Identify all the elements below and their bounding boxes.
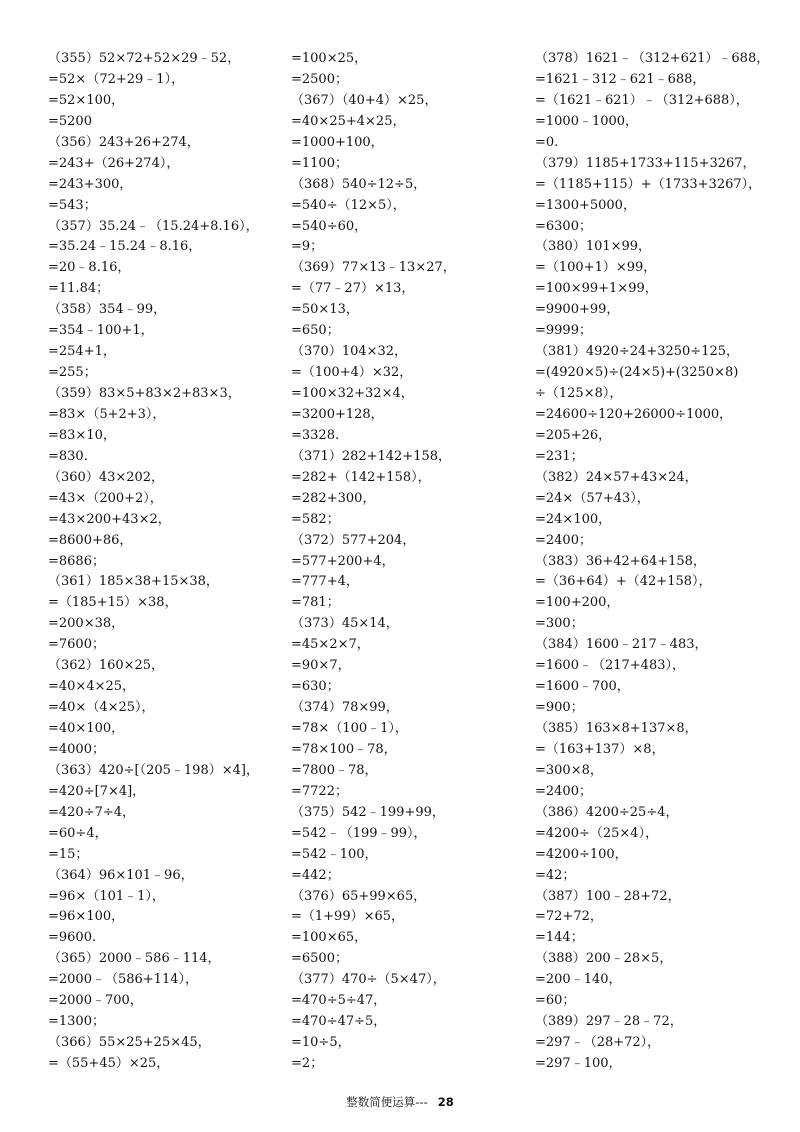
calc-line: =（55+45）×25，: [48, 1056, 170, 1071]
calc-line: （358）354﹣99，: [48, 302, 167, 318]
calc-line: =7600；: [48, 637, 105, 653]
calc-line: （383）36+42+64+158，: [535, 553, 706, 569]
calc-line: （370）104×32，: [291, 344, 408, 360]
calc-line: =297﹣100，: [535, 1056, 622, 1071]
calc-line: =24×（57+43），: [535, 490, 650, 506]
calc-line: （361）185×38+15×38，: [48, 574, 219, 590]
calc-line: =7800﹣78，: [291, 762, 378, 778]
calc-line: =4000；: [48, 741, 105, 757]
calc-line: （388）200﹣28×5，: [535, 951, 673, 967]
calc-line: =（100+4）×32，: [291, 365, 413, 381]
calc-line: =83×（5+2+3），: [48, 406, 166, 422]
calc-line: =543；: [48, 197, 97, 213]
calc-line: =2000﹣（586+114），: [48, 972, 198, 988]
calc-line: （371）282+142+158，: [291, 448, 452, 464]
calc-line: =52×（72+29﹣1），: [48, 71, 185, 87]
calc-line: （385）163×8+137×8，: [535, 721, 698, 736]
calc-line: =354﹣100+1，: [48, 323, 154, 339]
calc-line: =205+26，: [535, 427, 612, 443]
calc-line: =9999；: [535, 323, 592, 339]
calc-line: =542﹣100，: [291, 846, 378, 862]
calc-line: =1100；: [291, 155, 348, 171]
calc-line: =300×8，: [535, 762, 603, 778]
calc-line: =6500；: [291, 951, 348, 967]
calc-line: =90×7，: [291, 658, 351, 674]
calc-line: =100×25，: [291, 51, 368, 66]
calc-line: =540÷（12×5），: [291, 197, 406, 213]
calc-line: =777+4，: [291, 574, 359, 590]
calc-line: =24×100，: [535, 511, 612, 527]
calc-line: =540÷60，: [291, 218, 368, 234]
calc-line: =3328.: [291, 427, 340, 443]
calc-line: =470÷47÷5，: [291, 1014, 387, 1030]
calc-line: =（163+137）×8，: [535, 741, 665, 757]
column-3: [535, 49, 785, 1075]
calc-line: =50×13，: [291, 302, 359, 318]
calc-line: =282+（142+158），: [291, 469, 431, 485]
calc-line: （387）100﹣28+72，: [535, 888, 681, 904]
calc-line: =78×（100﹣1），: [291, 721, 408, 736]
calc-line: =60÷4，: [48, 825, 108, 841]
calc-line: （356）243+26+274，: [48, 134, 200, 150]
calc-line: （382）24×57+43×24，: [535, 469, 698, 485]
calc-line: =200×38，: [48, 616, 125, 632]
calc-line: =255；: [48, 365, 97, 381]
calc-line: =4200÷100，: [535, 846, 628, 862]
calc-line: =9；: [291, 239, 324, 255]
calc-line: =9600.: [48, 930, 97, 946]
calc-line: （365）2000﹣586﹣114，: [48, 951, 221, 967]
calc-line: （367）（40+4）×25，: [291, 92, 438, 108]
calc-line: =200﹣140，: [535, 972, 622, 988]
calc-line: =442；: [291, 867, 340, 883]
calc-line: =243+300，: [48, 176, 133, 192]
calc-line: （380）101×99，: [535, 239, 652, 255]
calc-line: =781；: [291, 595, 340, 611]
calc-line: =7722；: [291, 783, 348, 799]
calc-line: =(4920×5)÷(24×5)+(3250×8): [535, 365, 739, 381]
calc-line: =2400；: [535, 783, 592, 799]
calc-line: =6300；: [535, 218, 592, 234]
calc-line: =650；: [291, 323, 340, 339]
column-1: [48, 49, 298, 1075]
page-footer: [0, 1094, 800, 1110]
calc-line: （386）4200÷25÷4，: [535, 804, 679, 820]
calc-line: =830.: [48, 448, 88, 464]
calc-line: （369）77×13﹣13×27，: [291, 260, 456, 276]
calc-line: （368）540÷12÷5，: [291, 176, 427, 192]
calc-line: =（36+64）+（42+158），: [535, 574, 712, 590]
calc-line: （364）96×101﹣96，: [48, 867, 194, 883]
calc-line: =72+72，: [535, 909, 603, 925]
calc-line: =100×99+1×99，: [535, 281, 658, 297]
calc-line: =100×65，: [291, 930, 368, 946]
calc-line: =243+（26+274），: [48, 155, 180, 171]
calc-line: =630；: [291, 679, 340, 695]
calc-line: =577+200+4，: [291, 553, 395, 569]
calc-line: =1300；: [48, 1014, 105, 1030]
calc-line: ÷（125×8），: [535, 386, 623, 401]
calc-line: =96×（101﹣1），: [48, 888, 165, 904]
calc-line: （377）470÷（5×47），: [291, 972, 446, 988]
calc-line: =2000﹣700，: [48, 993, 143, 1009]
calc-line: =8686；: [48, 553, 105, 569]
calc-line: =24600÷120+26000÷1000，: [535, 406, 733, 422]
calc-line: =542﹣（199﹣99），: [291, 825, 427, 841]
calc-line: =282+300，: [291, 490, 376, 506]
calc-line: =（185+15）×38，: [48, 595, 178, 611]
calc-line: （375）542﹣199+99，: [291, 804, 445, 820]
calc-line: =254+1，: [48, 344, 116, 360]
calc-line: （378）1621﹣（312+621）﹣688，: [535, 51, 770, 66]
calc-line: =11.84；: [48, 281, 110, 297]
calc-line: =42；: [535, 867, 576, 883]
calc-line: （389）297﹣28﹣72，: [535, 1014, 683, 1030]
calc-line: （355）52×72+52×29﹣52，: [48, 51, 241, 66]
page-number: 28: [437, 1095, 454, 1109]
calc-line: =231；: [535, 448, 584, 464]
calc-line: =1600﹣700，: [535, 679, 630, 695]
calc-line: =300；: [535, 616, 584, 632]
calc-line: =3200+128，: [291, 406, 384, 422]
calc-line: =0.: [535, 134, 559, 150]
calc-line: =1300+5000，: [535, 197, 636, 213]
calc-line: =10÷5，: [291, 1035, 351, 1051]
calc-line: =96×100，: [48, 909, 125, 925]
calc-line: （384）1600﹣217﹣483，: [535, 637, 708, 653]
calc-line: =100×32+32×4，: [291, 386, 414, 401]
calc-line: =2500；: [291, 71, 348, 87]
calc-line: （376）65+99×65，: [291, 888, 427, 904]
calc-line: =40×100，: [48, 721, 125, 736]
calc-line: =8600+86，: [48, 532, 133, 548]
calc-line: （357）35.24﹣（15.24+8.16），: [48, 218, 259, 234]
calc-line: =297﹣（28+72），: [535, 1035, 661, 1051]
calc-line: =（77﹣27）×13，: [291, 281, 415, 297]
calc-line: =45×2×7，: [291, 637, 370, 653]
calc-line: =52×100，: [48, 92, 125, 108]
calc-line: =78×100﹣78，: [291, 741, 397, 757]
calc-line: =144；: [535, 930, 584, 946]
calc-line: =20﹣8.16，: [48, 260, 131, 276]
calc-line: （374）78×99，: [291, 700, 399, 716]
calc-line: （359）83×5+83×2+83×3，: [48, 386, 241, 401]
calc-line: =9900+99，: [535, 302, 620, 318]
calc-line: =1600﹣（217+483），: [535, 658, 685, 674]
calc-line: =43×200+43×2，: [48, 511, 171, 527]
calc-line: =（100+1）×99，: [535, 260, 657, 276]
calc-line: =43×（200+2），: [48, 490, 163, 506]
calc-line: （363）420÷[（205﹣198）×4]，: [48, 762, 259, 778]
calc-line: =1000﹣1000，: [535, 113, 639, 129]
calc-line: （360）43×202，: [48, 469, 165, 485]
calc-line: =420÷[7×4]，: [48, 783, 146, 799]
calc-line: =420÷7÷4，: [48, 804, 136, 820]
calc-line: =100+200，: [535, 595, 620, 611]
calc-line: （379）1185+1733+115+3267，: [535, 155, 756, 171]
calc-line: =2；: [291, 1056, 324, 1071]
calc-line: =1000+100，: [291, 134, 384, 150]
calc-line: =40×4×25，: [48, 679, 136, 695]
calc-line: =2400；: [535, 532, 592, 548]
calc-line: =（1+99）×65，: [291, 909, 405, 925]
calc-line: =4200÷（25×4），: [535, 825, 659, 841]
calc-line: （381）4920÷24+3250÷125，: [535, 344, 740, 360]
calc-line: =35.24﹣15.24﹣8.16，: [48, 239, 202, 255]
footer-title: 整数简便运算---: [346, 1095, 428, 1109]
calc-line: =1621﹣312﹣621﹣688，: [535, 71, 706, 87]
calc-line: =（1621﹣621）﹣（312+688），: [535, 92, 749, 108]
calc-line: =470÷5÷47，: [291, 993, 387, 1009]
calc-line: =40×（4×25），: [48, 700, 155, 716]
calc-line: （373）45×14，: [291, 616, 399, 632]
calc-line: =15；: [48, 846, 89, 862]
calc-line: =60；: [535, 993, 576, 1009]
calc-line: =5200: [48, 113, 92, 129]
calc-line: =（1185+115）+（1733+3267），: [535, 176, 762, 192]
calc-line: =83×10，: [48, 427, 116, 443]
calc-line: =582；: [291, 511, 340, 527]
calc-line: （366）55×25+25×45，: [48, 1035, 211, 1051]
column-2: [291, 49, 541, 1075]
calc-line: （362）160×25，: [48, 658, 165, 674]
calc-line: =40×25+4×25，: [291, 113, 406, 129]
calc-line: =900；: [535, 700, 584, 716]
calc-line: （372）577+204，: [291, 532, 416, 548]
